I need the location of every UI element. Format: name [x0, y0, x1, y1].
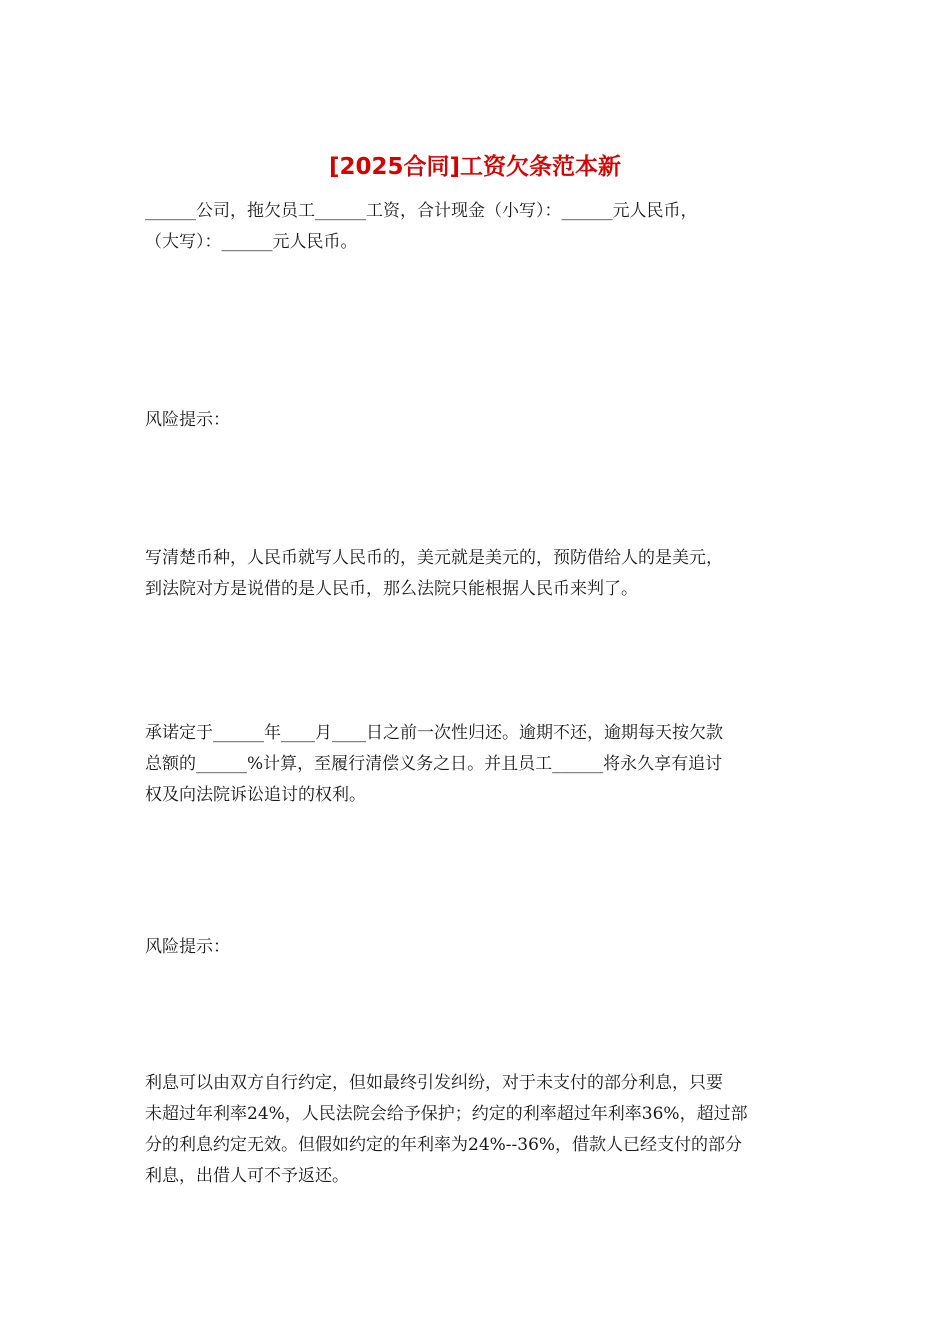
currency-note-line-1: 写清楚币种，人民币就写人民币的，美元就是美元的，预防借给人的是美元，	[145, 548, 723, 568]
interest-note-line-1: 利息可以由双方自行约定，但如最终引发纠纷，对于未支付的部分利息，只要	[145, 1073, 723, 1093]
document-title: [2025合同]工资欠条范本新	[328, 154, 622, 180]
interest-note-line-4: 利息，出借人可不予返还。	[145, 1166, 349, 1186]
intro-paragraph	[145, 196, 810, 258]
promise-line-2: 总额的______%计算，至履行清偿义务之日。并且员工______将永久享有追讨	[145, 754, 723, 774]
promise-line-1: 承诺定于______年____月____日之前一次性归还。逾期不还，逾期每天按欠款	[145, 723, 723, 743]
interest-note-paragraph	[145, 1068, 810, 1192]
promise-paragraph	[145, 718, 810, 811]
interest-note-line-3: 分的利息约定无效。但假如约定的年利率为24%--36%，借款人已经支付的部分	[145, 1135, 743, 1155]
currency-note-line-2: 到法院对方是说借的是人民币，那么法院只能根据人民币来判了。	[145, 579, 638, 599]
intro-line-1: ______公司，拖欠员工______工资，合计现金（小写）：______元人民币，	[145, 201, 698, 221]
promise-line-3: 权及向法院诉讼追讨的权利。	[145, 785, 366, 805]
risk-heading-1: 风险提示：	[145, 410, 230, 430]
risk-heading-2: 风险提示：	[145, 937, 230, 957]
intro-line-2: （大写）：______元人民币。	[145, 232, 358, 252]
currency-note-paragraph	[145, 543, 810, 605]
interest-note-line-2: 未超过年利率24%，人民法院会给予保护；约定的利率超过年利率36%，超过部	[145, 1104, 748, 1124]
